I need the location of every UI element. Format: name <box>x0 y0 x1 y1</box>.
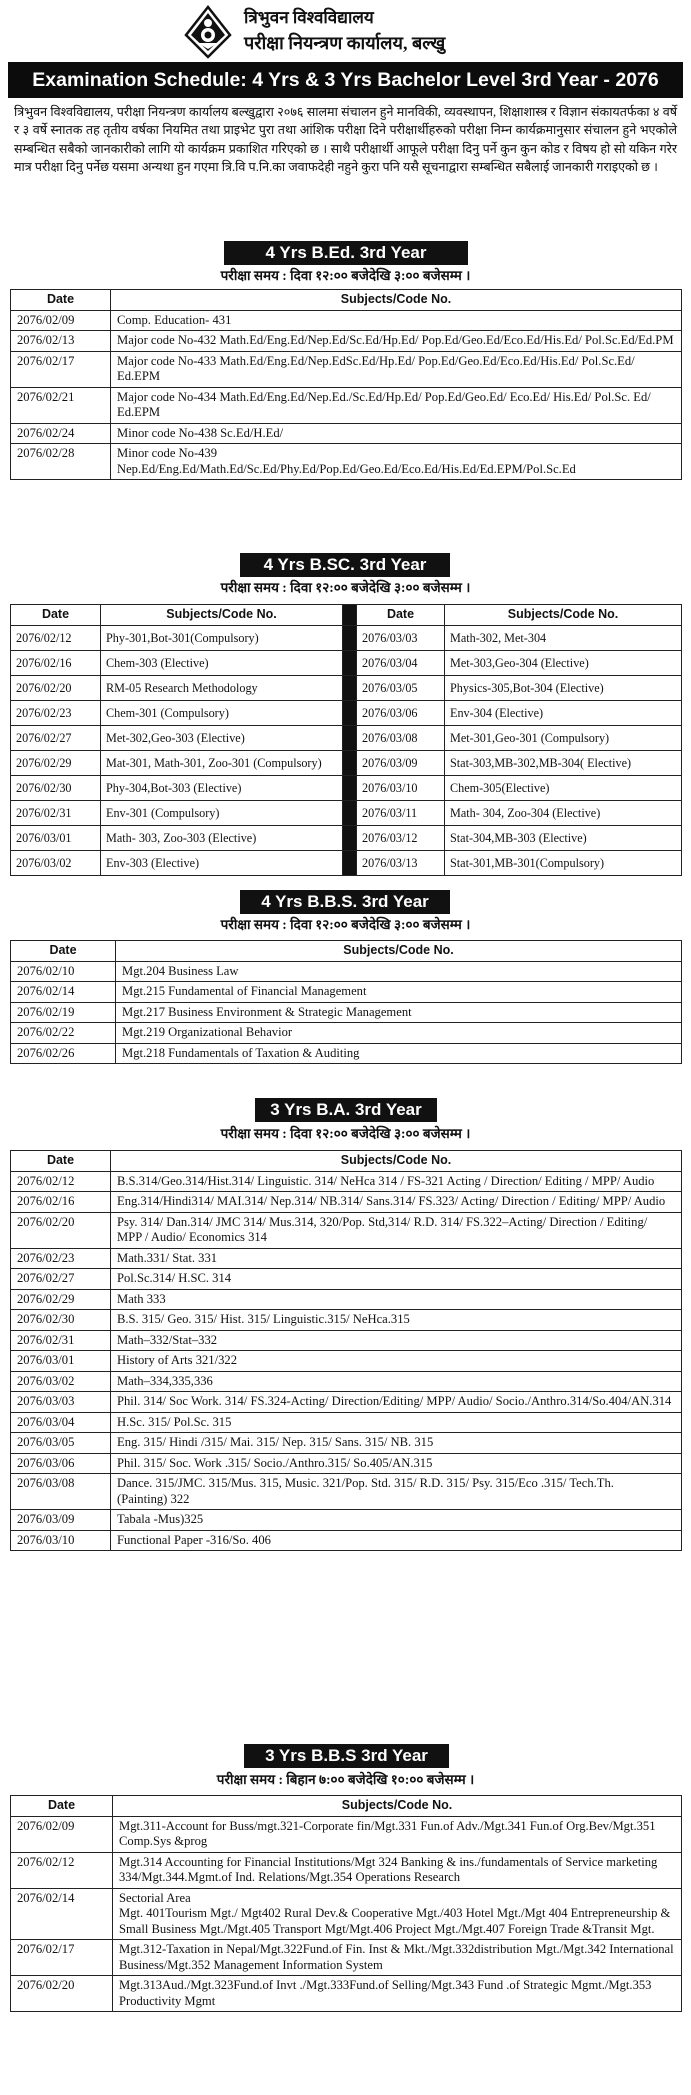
table-bed <box>10 289 682 480</box>
table-row <box>11 1248 682 1269</box>
exam-subjects: Chem-303 (Elective) <box>101 650 343 675</box>
exam-subjects <box>111 423 682 444</box>
subject-text: H.Sc. 315/ Pol.Sc. 315 <box>117 1414 232 1429</box>
table-row <box>11 982 682 1003</box>
exam-subjects <box>113 1976 682 2012</box>
exam-subjects <box>113 1852 682 1888</box>
col-header-date: Date <box>11 605 101 626</box>
section-time-ba: परीक्षा समय : दिवा १२:०० बजेदेखि ३:०० बजेसम्म । <box>220 1126 471 1141</box>
exam-date: 2076/02/17 <box>11 1940 113 1976</box>
table-row <box>11 1023 682 1044</box>
exam-subjects <box>111 1310 682 1331</box>
exam-subjects: Math-302, Met-304 <box>445 625 682 650</box>
exam-date: 2076/02/12 <box>11 1852 113 1888</box>
exam-subjects <box>111 1212 682 1248</box>
table-row <box>11 650 682 675</box>
exam-date: 2076/02/28 <box>11 444 111 480</box>
col-header-subjects: Subjects/Code No. <box>116 941 682 962</box>
subject-text: Math–332/Stat–332 <box>117 1332 218 1347</box>
section-title-bsc: 4 Yrs B.SC. 3rd Year <box>240 553 450 577</box>
table-row <box>11 1192 682 1213</box>
exam-date: 2076/02/13 <box>11 331 111 352</box>
exam-subjects: Stat-301,MB-301(Compulsory) <box>445 850 682 875</box>
table-row <box>11 1530 682 1551</box>
table-row <box>11 625 682 650</box>
column-separator <box>343 775 357 800</box>
subject-text: Comp. Education- 431 <box>117 312 232 327</box>
exam-date: 2076/03/05 <box>357 675 445 700</box>
table-row <box>11 1888 682 1940</box>
table-row <box>11 387 682 423</box>
subject-text: Major code No-432 Math.Ed/Eng.Ed/Nep.Ed/Sc.Ed/Hp.Ed/ Pop.Ed/Geo.Ed/Eco.Ed/His.Ed/ Pol.Sc.Ed/Ed.PM <box>117 333 674 347</box>
col-header-date: Date <box>11 941 116 962</box>
table-row <box>11 775 682 800</box>
exam-date: 2076/03/06 <box>357 700 445 725</box>
exam-date: 2076/02/21 <box>11 387 111 423</box>
exam-subjects <box>111 1530 682 1551</box>
subject-text: Functional Paper -316/So. 406 <box>117 1532 271 1547</box>
office-name: परीक्षा नियन्त्रण कार्यालय, बल्खु <box>244 33 446 53</box>
subject-text: Dance. 315/JMC. 315/Mus. 315, Music. 321/Pop. Std. 315/ R.D. 315/ Psy. 315/Eco .315/ Tech.Th. <box>117 1476 614 1490</box>
table-row <box>11 800 682 825</box>
subject-text: B.S.314/Geo.314/Hist.314/ Linguistic. 314/ NeHca 314 / FS-321 Acting / Direction/ Editing / MPP/ Audio <box>117 1173 655 1188</box>
subject-text: Minor code No-439 Nep.Ed/Eng.Ed/Math.Ed/Sc.Ed/Phy.Ed/Pop.Ed/Geo.Ed/Eco.Ed/His.Ed/Ed.EPM/Pol.Sc.Ed <box>117 446 576 476</box>
column-separator <box>343 675 357 700</box>
table-row <box>11 1171 682 1192</box>
table-row <box>11 331 682 352</box>
exam-subjects <box>116 1043 682 1064</box>
exam-subjects <box>111 331 682 352</box>
subject-text: Pol.Sc.314/ H.SC. 314 <box>117 1271 232 1285</box>
exam-date: 2076/02/14 <box>11 982 116 1003</box>
subject-text: Mgt.312-Taxation in Nepal/Mgt.322Fund.of Fin. Inst & Mkt./Mgt.332distribution Mgt./Mgt.342 International Business/Mgt.352 Management Information System <box>119 1942 674 1972</box>
page-title: Examination Schedule: 4 Yrs & 3 Yrs Bachelor Level 3rd Year - 2076 <box>8 62 683 98</box>
page-header <box>0 0 691 62</box>
exam-subjects <box>111 351 682 387</box>
column-separator <box>343 625 357 650</box>
section-title-ba: 3 Yrs B.A. 3rd Year <box>255 1098 437 1122</box>
exam-subjects: Mat-301, Math-301, Zoo-301 (Compulsory) <box>101 750 343 775</box>
col-header-date: Date <box>11 1151 111 1172</box>
exam-date: 2076/03/10 <box>357 775 445 800</box>
table-row <box>11 1269 682 1290</box>
table-row <box>11 850 682 875</box>
exam-date: 2076/02/09 <box>11 1816 113 1852</box>
table-bbs3 <box>10 1795 682 2012</box>
subject-text: Phil. 315/ Soc. Work .315/ Socio./Anthro.315/ So.405/AN.315 <box>117 1455 433 1470</box>
column-separator <box>343 825 357 850</box>
exam-subjects <box>111 1269 682 1290</box>
exam-subjects <box>113 1816 682 1852</box>
exam-date: 2076/03/01 <box>11 825 101 850</box>
exam-date: 2076/03/13 <box>357 850 445 875</box>
table-row <box>11 310 682 331</box>
column-separator <box>343 605 357 626</box>
exam-date: 2076/02/27 <box>11 725 101 750</box>
table-row <box>11 675 682 700</box>
subject-text: Eng. 315/ Hindi /315/ Mai. 315/ Nep. 315/ Sans. 315/ NB. 315 <box>117 1435 434 1449</box>
table-ba <box>10 1150 682 1551</box>
table-row <box>11 1043 682 1064</box>
subject-text: Major code No-433 Math.Ed/Eng.Ed/Nep.EdSc.Ed/Hp.Ed/ Pop.Ed/Geo.Ed/Eco.Ed/His.Ed/ Pol.Sc.Ed/ Ed.EPM <box>117 353 635 383</box>
subject-text: Minor code No-438 Sc.Ed/H.Ed/ <box>117 425 284 440</box>
exam-subjects <box>111 1289 682 1310</box>
subject-text: Mgt.218 Fundamentals of Taxation & Auditing <box>122 1045 360 1060</box>
table-row <box>11 1289 682 1310</box>
table-row <box>11 1852 682 1888</box>
exam-date: 2076/03/04 <box>11 1412 111 1433</box>
subject-text: Mgt.311-Account for Buss/mgt.321-Corporate fin/Mgt.331 Fun.of Adv./Mgt.341 Fun.of Org.Bev/Mgt.351 Comp.Sys &prog <box>119 1818 656 1848</box>
exam-date: 2076/02/20 <box>11 1212 111 1248</box>
subject-text: Mgt.204 Business Law <box>122 963 239 978</box>
subject-text: Mgt.313Aud./Mgt.323Fund.of Invt ./Mgt.333Fund.of Selling/Mgt.343 Fund .of Strategic Mgmt./Mgt.353 Productivity Mgmt <box>119 1978 652 2008</box>
exam-subjects <box>111 1351 682 1372</box>
exam-subjects <box>111 1330 682 1351</box>
exam-date: 2076/02/29 <box>11 750 101 775</box>
exam-subjects: Env-301 (Compulsory) <box>101 800 343 825</box>
table-row <box>11 1976 682 2012</box>
exam-subjects <box>111 1248 682 1269</box>
column-separator <box>343 850 357 875</box>
exam-subjects <box>116 1002 682 1023</box>
exam-date: 2076/03/04 <box>357 650 445 675</box>
col-header-date: Date <box>11 290 111 311</box>
exam-date: 2076/03/03 <box>357 625 445 650</box>
university-name: त्रिभुवन विश्वविद्यालय <box>244 8 374 27</box>
exam-date: 2076/02/31 <box>11 800 101 825</box>
subject-text: Major code No-434 Math.Ed/Eng.Ed/Nep.Ed./Sc.Ed/Hp.Ed/ Pop.Ed/Geo.Ed/ Eco.Ed/ His.Ed/ Pol.Sc. Ed/ Ed.EPM <box>117 389 651 419</box>
exam-subjects: Met-303,Geo-304 (Elective) <box>445 650 682 675</box>
subject-text: Tabala -Mus)325 <box>117 1512 204 1526</box>
table-bsc <box>10 604 682 876</box>
table-row <box>11 1392 682 1413</box>
exam-subjects: Phy-304,Bot-303 (Elective) <box>101 775 343 800</box>
exam-date: 2076/02/23 <box>11 1248 111 1269</box>
subject-text: Math.331/ Stat. 331 <box>117 1250 218 1265</box>
subject-text: Mgt.215 Fundamental of Financial Management <box>122 984 367 998</box>
col-header-subjects: Subjects/Code No. <box>111 290 682 311</box>
exam-subjects <box>111 1192 682 1213</box>
subject-text: B.S. 315/ Geo. 315/ Hist. 315/ Linguistic.315/ NeHca.315 <box>117 1312 410 1326</box>
exam-subjects: Stat-304,MB-303 (Elective) <box>445 825 682 850</box>
exam-subjects <box>111 1392 682 1413</box>
section-time-bbs3: परीक्षा समय : बिहान ७:०० बजेदेखि १०:०० बजेसम्म । <box>216 1772 475 1787</box>
exam-subjects <box>113 1940 682 1976</box>
table-row <box>11 1371 682 1392</box>
exam-subjects <box>111 1474 682 1510</box>
exam-subjects <box>111 387 682 423</box>
exam-date: 2076/02/30 <box>11 1310 111 1331</box>
exam-subjects <box>111 1171 682 1192</box>
exam-subjects: Stat-303,MB-302,MB-304( Elective) <box>445 750 682 775</box>
table-row <box>11 1310 682 1331</box>
exam-subjects <box>113 1888 682 1940</box>
column-separator <box>343 750 357 775</box>
exam-date: 2076/03/09 <box>357 750 445 775</box>
column-separator <box>343 725 357 750</box>
exam-date: 2076/02/16 <box>11 650 101 675</box>
exam-date: 2076/03/02 <box>11 1371 111 1392</box>
exam-subjects: Phy-301,Bot-301(Compulsory) <box>101 625 343 650</box>
section-time-bbs4: परीक्षा समय : दिवा १२:०० बजेदेखि ३:०० बजेसम्म । <box>220 917 471 932</box>
exam-date: 2076/02/12 <box>11 1171 111 1192</box>
exam-subjects <box>116 1023 682 1044</box>
exam-date: 2076/03/02 <box>11 850 101 875</box>
table-row <box>11 1940 682 1976</box>
exam-date: 2076/02/20 <box>11 675 101 700</box>
table-row <box>11 961 682 982</box>
exam-date: 2076/02/16 <box>11 1192 111 1213</box>
exam-date: 2076/02/23 <box>11 700 101 725</box>
table-row <box>11 444 682 480</box>
exam-date: 2076/02/19 <box>11 1002 116 1023</box>
table-row <box>11 1816 682 1852</box>
table-row <box>11 351 682 387</box>
column-separator <box>343 700 357 725</box>
exam-date: 2076/03/05 <box>11 1433 111 1454</box>
section-time-bed: परीक्षा समय : दिवा १२:०० बजेदेखि ३:०० बजेसम्म । <box>220 268 471 283</box>
exam-date: 2076/02/14 <box>11 1888 113 1940</box>
col-header-subjects: Subjects/Code No. <box>445 605 682 626</box>
exam-date: 2076/03/10 <box>11 1530 111 1551</box>
exam-subjects: Physics-305,Bot-304 (Elective) <box>445 675 682 700</box>
subject-text: (Painting) 322 <box>117 1491 190 1506</box>
exam-subjects: Env-303 (Elective) <box>101 850 343 875</box>
exam-date: 2076/03/01 <box>11 1351 111 1372</box>
subject-text: History of Arts 321/322 <box>117 1353 237 1367</box>
exam-subjects <box>111 1510 682 1531</box>
exam-subjects: RM-05 Research Methodology <box>101 675 343 700</box>
subject-text: Math–334,335,336 <box>117 1373 213 1388</box>
table-row <box>11 1002 682 1023</box>
table-row <box>11 1453 682 1474</box>
subject-text: Eng.314/Hindi314/ MAI.314/ Nep.314/ NB.314/ Sans.314/ FS.323/ Acting/ Direction / Editing/ MPP/ Audio <box>117 1194 666 1208</box>
exam-subjects: Math- 304, Zoo-304 (Elective) <box>445 800 682 825</box>
exam-date: 2076/02/24 <box>11 423 111 444</box>
subject-text: Sectorial Area <box>119 1890 191 1905</box>
table-row <box>11 1412 682 1433</box>
table-row <box>11 1212 682 1248</box>
table-bbs4 <box>10 940 682 1064</box>
exam-subjects: Chem-301 (Compulsory) <box>101 700 343 725</box>
exam-date: 2076/02/29 <box>11 1289 111 1310</box>
exam-date: 2076/02/10 <box>11 961 116 982</box>
exam-date: 2076/02/31 <box>11 1330 111 1351</box>
table-row <box>11 1474 682 1510</box>
exam-subjects <box>111 1453 682 1474</box>
exam-date: 2076/02/17 <box>11 351 111 387</box>
column-separator <box>343 800 357 825</box>
subject-text: Phil. 314/ Soc Work. 314/ FS.324-Acting/ Direction/Editing/ MPP/ Audio/ Socio./Anthro.314/So.404/AN.314 <box>117 1394 672 1408</box>
subject-text: Mgt.219 Organizational Behavior <box>122 1025 293 1039</box>
exam-date: 2076/03/11 <box>357 800 445 825</box>
section-time-bsc: परीक्षा समय : दिवा १२:०० बजेदेखि ३:०० बजेसम्म । <box>220 580 471 595</box>
notice-paragraph: त्रिभुवन विश्वविद्यालय, परीक्षा नियन्त्रण कार्यालय बल्खुद्वारा २०७६ सालमा संचालन हुने मानविकी, व्यवस्थापन, शिक्षाशास्त्र र विज्ञान संकायतर्फका ४ वर्षे र ३ वर्षे स्नातक तह तृतीय वर्षका नियमित तथा प्राइभेट पुरा तथा आंशिक परीक्षा दिने परीक्षार्थीहरुको परीक्षा निम्न कार्यक्रमानुसार संचालन हुने भएकोले सम्बन्धित सबैको जानकारीको लागि यो कार्यक्रम प्रकाशित गरिएको छ । साथै परीक्षार्थी आफूले परीक्षा दिनु पर्ने कुन कुन कोड र विषय हो सो यकिन गरेर मात्र परीक्षा दिनु पर्नेछ यसमा अन्यथा हुन गएमा त्रि.वि प.नि.का जवाफदेही नहुने कुरा पनि यसै सूचनाद्वारा सम्बन्धित सबैलाई जानकारी गराइएको छ । <box>14 105 677 175</box>
exam-date: 2076/02/12 <box>11 625 101 650</box>
section-title-bed: 4 Yrs B.Ed. 3rd Year <box>224 241 468 265</box>
exam-subjects <box>111 310 682 331</box>
table-row <box>11 1330 682 1351</box>
exam-date: 2076/02/30 <box>11 775 101 800</box>
exam-date: 2076/03/06 <box>11 1453 111 1474</box>
exam-date: 2076/02/20 <box>11 1976 113 2012</box>
section-title-bbs4: 4 Yrs B.B.S. 3rd Year <box>240 890 450 914</box>
exam-date: 2076/03/08 <box>357 725 445 750</box>
exam-date: 2076/02/09 <box>11 310 111 331</box>
exam-subjects: Chem-305(Elective) <box>445 775 682 800</box>
table-row <box>11 825 682 850</box>
subject-text: Mgt.217 Business Environment & Strategic Management <box>122 1004 412 1019</box>
table-row <box>11 423 682 444</box>
exam-date: 2076/03/03 <box>11 1392 111 1413</box>
exam-date: 2076/02/27 <box>11 1269 111 1290</box>
exam-date: 2076/03/09 <box>11 1510 111 1531</box>
col-header-date: Date <box>357 605 445 626</box>
exam-date: 2076/03/08 <box>11 1474 111 1510</box>
exam-subjects <box>116 982 682 1003</box>
exam-subjects <box>111 444 682 480</box>
exam-subjects <box>111 1412 682 1433</box>
table-row <box>11 750 682 775</box>
subject-text: Psy. 314/ Dan.314/ JMC 314/ Mus.314, 320/Pop. Std,314/ R.D. 314/ FS.322–Acting/ Direction / Editing/ MPP / Audio/ Economics 314 <box>117 1214 648 1244</box>
exam-subjects: Met-302,Geo-303 (Elective) <box>101 725 343 750</box>
col-header-subjects: Subjects/Code No. <box>113 1796 682 1817</box>
table-row <box>11 725 682 750</box>
exam-subjects: Math- 303, Zoo-303 (Elective) <box>101 825 343 850</box>
university-logo-icon <box>182 5 234 59</box>
table-row <box>11 1510 682 1531</box>
col-header-subjects: Subjects/Code No. <box>101 605 343 626</box>
exam-date: 2076/02/26 <box>11 1043 116 1064</box>
exam-subjects <box>111 1371 682 1392</box>
exam-subjects <box>116 961 682 982</box>
column-separator <box>343 650 357 675</box>
exam-date: 2076/02/22 <box>11 1023 116 1044</box>
col-header-subjects: Subjects/Code No. <box>111 1151 682 1172</box>
subject-text: Mgt.314 Accounting for Financial Institutions/Mgt 324 Banking & ins./fundamentals of Service marketing 334/Mgt.344.Mgmt.of Ind. Relations/Mgt.354 Operations Research <box>119 1854 658 1884</box>
exam-subjects <box>111 1433 682 1454</box>
exam-subjects: Env-304 (Elective) <box>445 700 682 725</box>
table-row <box>11 1433 682 1454</box>
subject-text: Math 333 <box>117 1291 166 1306</box>
section-title-bbs3: 3 Yrs B.B.S 3rd Year <box>244 1744 449 1768</box>
table-row <box>11 1351 682 1372</box>
table-row <box>11 700 682 725</box>
exam-date: 2076/03/12 <box>357 825 445 850</box>
exam-subjects: Met-301,Geo-301 (Compulsory) <box>445 725 682 750</box>
col-header-date: Date <box>11 1796 113 1817</box>
subject-text: Mgt. 401Tourism Mgt./ Mgt402 Rural Dev.& Cooperative Mgt./403 Hotel Mgt./Mgt 404 Entrepreneurship & Small Business Mgt./Mgt.405 Transport Mgt/Mgt.406 Project Mgt./Mgt.407 Foreign Trade &Transit Mgt. <box>119 1906 671 1936</box>
